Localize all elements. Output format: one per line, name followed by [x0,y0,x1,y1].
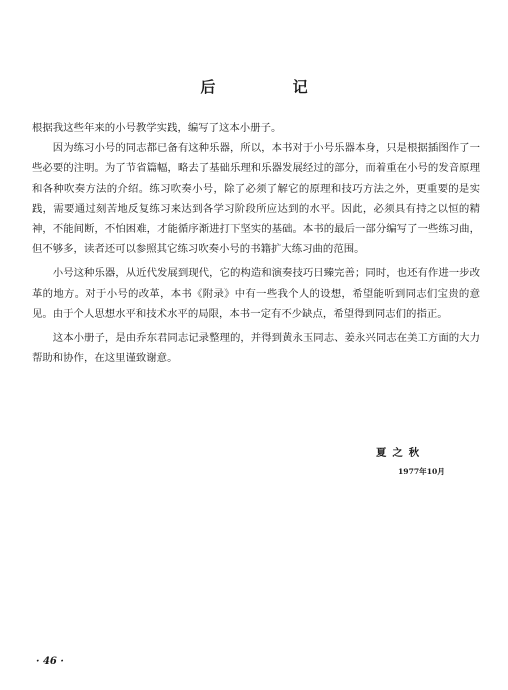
paragraph-thanks: 这本小册子，是由乔东君同志记录整理的，并得到黄永玉同志、姜永兴同志在美工方面的大力帮助和协作，在这里谨致谢意。 [32,332,480,365]
date-line: 1977年10月 [398,467,445,476]
author-signature: 夏之秋 [376,447,426,459]
page-title: 后 记 [200,78,344,96]
paragraph-reform: 小号这种乐器，从近代发展到现代，它的构造和演奏技巧日臻完善；同时，也还有作进一步改革的地方。对于小号的改革，本书《附录》中有一些我个人的设想，希望能听到同志们宝贵的意见。由于个人思想水平和技术水平的局限，本书一定有不少缺点，希望得到同志们的指正。 [32,267,480,320]
paragraph-instrument: 因为练习小号的同志都已备有这种乐器，所以，本书对于小号乐器本身，只是根据插图作了一些必要的注明。为了节省篇幅，略去了基础乐理和乐器发展经过的部分，而着重在小号的发音原理和各种吹奏方法的介绍。练习吹奏小号，除了必须了解它的原理和技巧方法之外，更重要的是实践，需要通过刻苦地反复练习来达到各学习阶段所应达到的水平。因此，必须具有持之以恒的精神，不能间断，不怕困难，才能循序渐进打下坚实的基础。本书的最后一部分编写了一些练习曲，但不够多，读者还可以参照其它练习吹奏小号的书籍扩大练习曲的范围。 [32,142,480,256]
page-number: · 46 · [36,656,64,667]
body-text [32,118,480,368]
paragraph-intro: 根据我这些年来的小号教学实践，编写了这本小册子。 [32,122,282,134]
